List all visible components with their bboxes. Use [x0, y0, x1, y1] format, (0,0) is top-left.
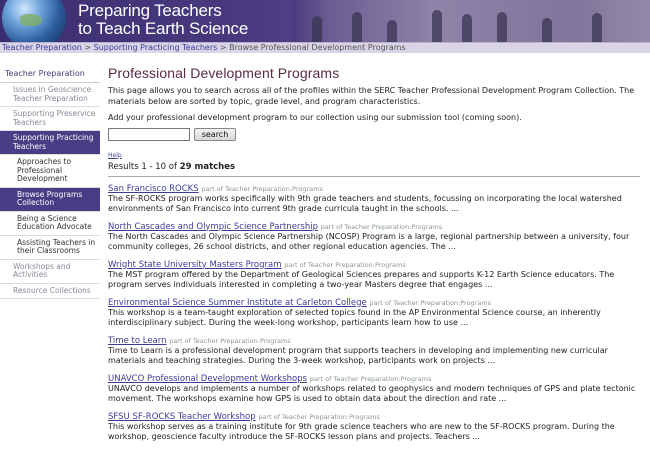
divider	[108, 176, 640, 177]
result-item	[108, 298, 646, 329]
search-form	[108, 128, 646, 142]
result-part: part of Teacher Preparation:Programs	[309, 374, 432, 383]
sidebar-item-issues[interactable]: Issues in Geoscience Teacher Preparation	[0, 83, 100, 107]
breadcrumb-supporting-practicing[interactable]: Supporting Practicing Teachers	[93, 43, 218, 52]
site-title[interactable]	[78, 2, 248, 38]
result-item	[108, 412, 646, 443]
breadcrumb-teacher-preparation[interactable]: Teacher Preparation	[2, 43, 82, 52]
result-title[interactable]: SFSU SF-ROCKS Teacher Workshop	[108, 411, 256, 422]
site-banner	[0, 0, 650, 42]
banner-photo	[292, 0, 650, 42]
breadcrumb	[0, 42, 650, 53]
breadcrumb-separator: >	[219, 43, 227, 52]
result-part: part of Teacher Preparation:Programs	[320, 222, 443, 231]
result-part: part of Teacher Preparation:Programs	[258, 412, 380, 421]
intro-text: This page allows you to search across all of the profiles within the SERC Teacher Professional Development Program Collection. The materials below are sorted by topic, grade level, and program characteristics.	[108, 86, 635, 106]
result-description: The MST program offered by the Department of Geological Sciences prepares and supports K-12 Earth Science educators. The program serves individuals interested in completing a two-year Masters degree that engages ...	[108, 269, 615, 289]
sidebar-heading[interactable]: Teacher Preparation	[0, 53, 100, 83]
search-input[interactable]	[108, 128, 190, 141]
sidebar-item-assisting[interactable]: Assisting Teachers in their Classrooms	[0, 236, 100, 260]
globe-logo	[2, 0, 66, 42]
result-title[interactable]: Wright State University Masters Program	[108, 259, 282, 270]
breadcrumb-current: Browse Professional Development Programs	[229, 43, 406, 52]
sidebar-item-preservice[interactable]: Supporting Preservice Teachers	[0, 107, 100, 131]
page-title: Professional Development Programs	[108, 65, 340, 81]
sidebar-item-workshops[interactable]: Workshops and Activities	[0, 260, 100, 284]
result-description: The North Cascades and Olympic Science Partnership (NCOSP) Program is a large, regional partnership between a university, four community colleges, 26 school districts, and other regional education agencies. The ...	[108, 231, 630, 251]
help-link[interactable]: Help	[108, 151, 122, 159]
breadcrumb-separator: >	[84, 43, 92, 52]
submission-text: Add your professional development program to our collection using our submission tool (coming soon).	[108, 113, 522, 122]
result-title[interactable]: Environmental Science Summer Institute at Carleton College	[108, 297, 367, 308]
result-item	[108, 222, 646, 253]
result-description: UNAVCO develops and implements a number of workshops related to geophysics and modern techniques of GPS and plate tectonic movement. The workshops examine how GPS is used to obtain data about the direction and rate ...	[108, 383, 636, 403]
result-title[interactable]: San Francisco ROCKS	[108, 183, 199, 194]
results-summary	[108, 162, 646, 172]
result-part: part of Teacher Preparation:Programs	[284, 260, 406, 269]
site-title-line2: to Teach Earth Science	[78, 19, 249, 38]
result-item	[108, 374, 646, 405]
result-item	[108, 184, 646, 215]
result-part: part of Teacher Preparation:Programs	[169, 336, 291, 345]
result-item	[108, 260, 646, 291]
result-description: This workshop serves as a training institute for 9th grade science teachers who are new to the SF-ROCKS program. During the workshop, geoscience faculty introduce the SF-ROCKS lesson plans and projects. Teachers ...	[108, 421, 615, 441]
result-part: part of Teacher Preparation:Programs	[369, 298, 492, 307]
search-button[interactable]: search	[194, 128, 236, 141]
sidebar-item-resources[interactable]: Resource Collections	[0, 284, 100, 300]
sidebar-item-practicing[interactable]: Supporting Practicing Teachers	[0, 131, 100, 155]
sidebar-item-approaches[interactable]: Approaches to Professional Development	[0, 155, 100, 188]
result-item	[108, 336, 646, 367]
sidebar	[0, 53, 100, 469]
result-description: This workshop is a team-taught exploration of selected topics found in the AP Environmental Science course, an inherently interdisciplinary subject. During the week-long workshop, participants learn how to use ...	[108, 307, 601, 327]
sidebar-item-advocate[interactable]: Being a Science Education Advocate	[0, 212, 100, 236]
result-description: The SF-ROCKS program works specifically with 9th grade teachers and students, focussing on incorporating the local watershed environments of San Francisco into current 9th grade curricula taught in the schools. ...	[108, 193, 622, 213]
result-description: Time to Learn is a professional development program that supports teachers in developing and implementing new curricular materials and teaching strategies. During the 3-week workshop, participants work on projects ...	[108, 345, 608, 365]
result-part: part of Teacher Preparation:Programs	[201, 184, 323, 193]
result-title[interactable]: UNAVCO Professional Development Workshops	[108, 373, 308, 384]
main-content	[108, 53, 646, 443]
results-count: 29 matches	[179, 161, 236, 172]
result-title[interactable]: North Cascades and Olympic Science Partnership	[108, 221, 318, 232]
results-prefix: Results 1 - 10 of	[108, 161, 177, 172]
site-title-line1: Preparing Teachers	[78, 1, 222, 20]
sidebar-item-browse-programs[interactable]: Browse Programs Collection	[0, 188, 100, 212]
result-title[interactable]: Time to Learn	[108, 335, 167, 346]
